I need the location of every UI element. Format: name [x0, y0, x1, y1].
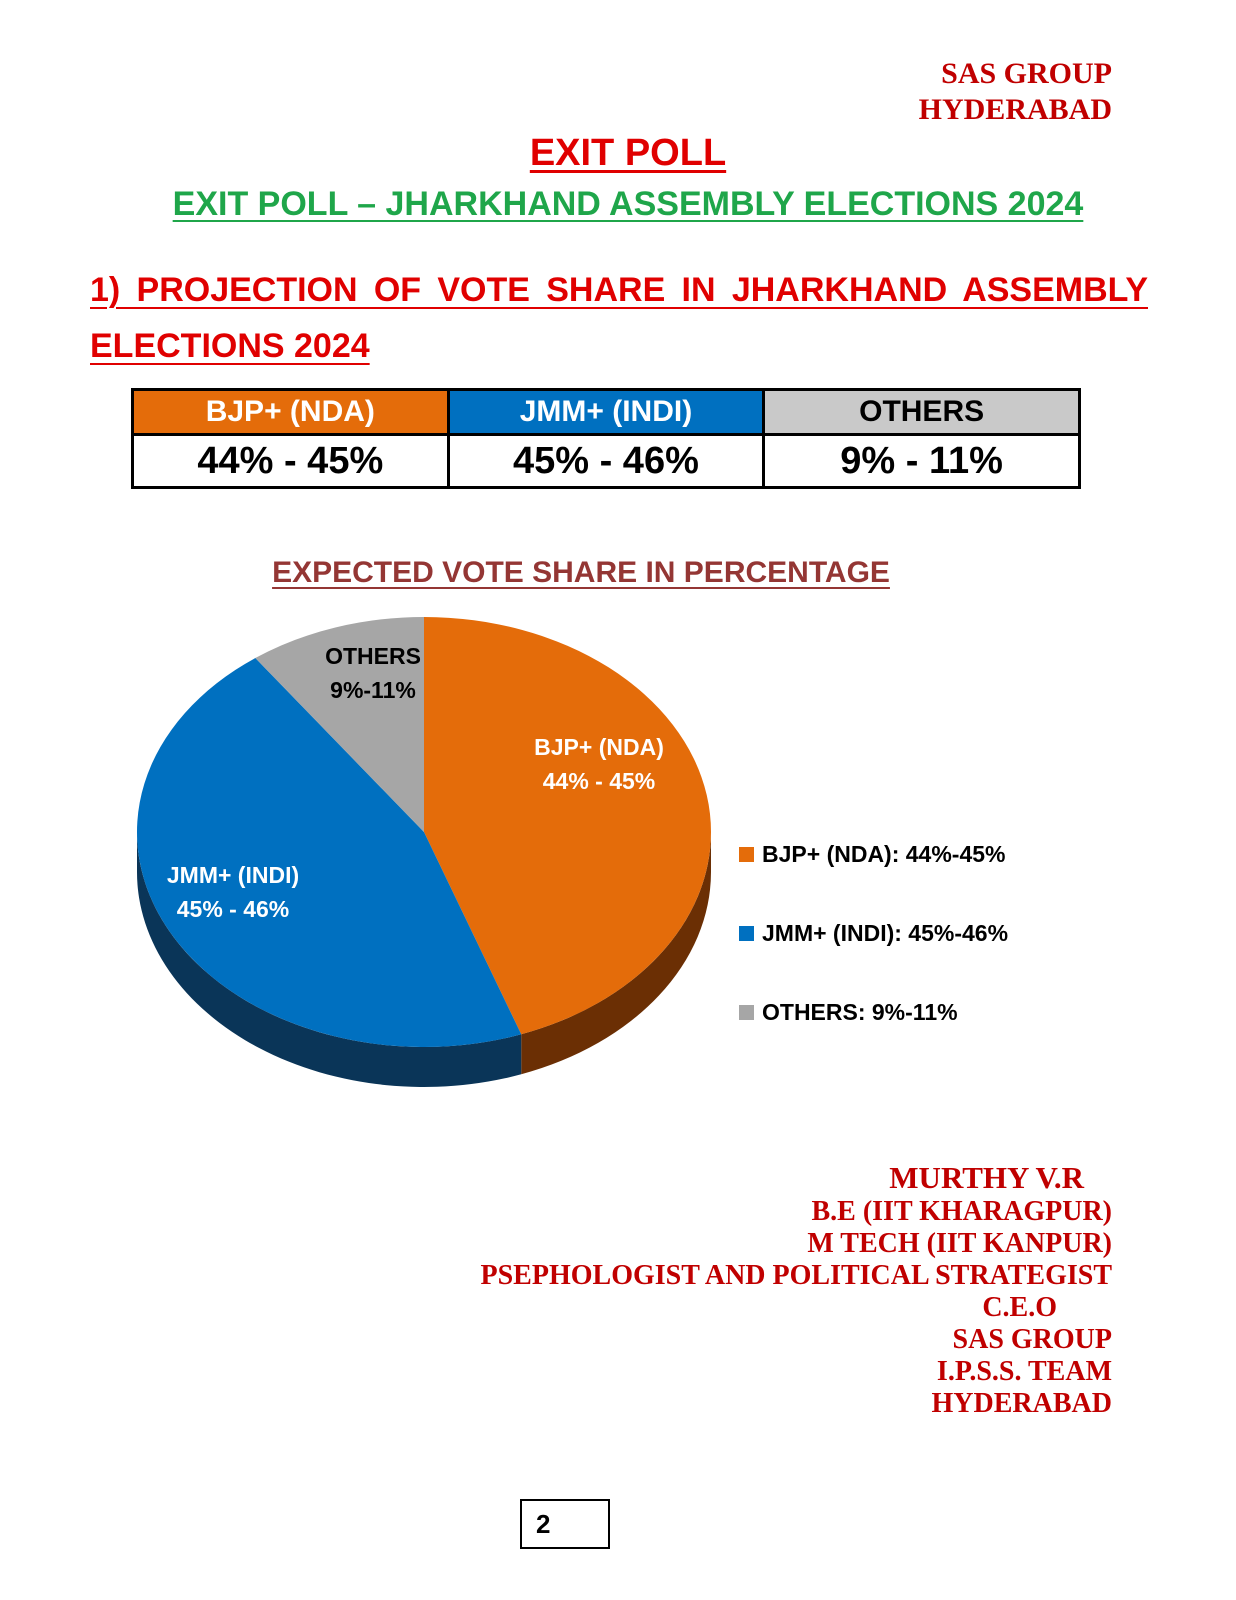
table-header-others: OTHERS [764, 390, 1080, 435]
pie-label-jmm-value: 45% - 46% [176, 896, 290, 922]
signature-line: PSEPHOLOGIST AND POLITICAL STRATEGIST [480, 1260, 1112, 1291]
signature-line: I.P.S.S. TEAM [936, 1356, 1112, 1387]
page-title: EXIT POLL [529, 132, 727, 174]
legend-label-bjp: BJP+ (NDA): 44%-45% [762, 840, 1006, 867]
table-cell-others: 9% - 11% [764, 435, 1080, 488]
table-header-jmm: JMM+ (INDI) [448, 390, 764, 435]
pie-label-others [314, 639, 432, 707]
legend-swatch-others [739, 1005, 754, 1020]
signature-block [481, 1160, 1113, 1420]
header-org-city: HYDERABAD [918, 93, 1112, 126]
pie-label-bjp-value: 44% - 45% [542, 768, 656, 794]
table-header-row [133, 390, 1080, 435]
signature-name: MURTHY V.R [889, 1160, 1084, 1195]
pie-label-jmm [148, 858, 318, 926]
signature-line: SAS GROUP [952, 1324, 1112, 1355]
legend-item-jmm [739, 917, 1008, 949]
signature-line: C.E.O [982, 1292, 1057, 1323]
table-header-bjp: BJP+ (NDA) [133, 390, 449, 435]
header-org-name: SAS GROUP [941, 57, 1112, 90]
pie-label-jmm-name: JMM+ (INDI) [166, 862, 300, 888]
pie-label-bjp [514, 730, 684, 798]
legend-item-bjp [739, 838, 1008, 870]
legend-swatch-bjp [739, 847, 754, 862]
page-subtitle: EXIT POLL – JHARKHAND ASSEMBLY ELECTIONS 2024 [172, 185, 1084, 223]
legend-label-others: OTHERS: 9%-11% [762, 998, 958, 1025]
header-organization [919, 56, 1112, 128]
page-number: 2 [520, 1499, 610, 1549]
section-heading: 1) PROJECTION OF VOTE SHARE IN JHARKHAND ASSEMBLY ELECTIONS 2024 [90, 271, 1148, 365]
legend-label-jmm: JMM+ (INDI): 45%-46% [762, 919, 1009, 946]
legend-swatch-jmm [739, 926, 754, 941]
pie-label-others-value: 9%-11% [330, 677, 416, 703]
signature-line: B.E (IIT KHARAGPUR) [811, 1196, 1112, 1227]
pie-label-others-name: OTHERS [325, 643, 421, 669]
signature-line: M TECH (IIT KANPUR) [807, 1228, 1112, 1259]
signature-line: HYDERABAD [931, 1388, 1112, 1419]
table-row [133, 435, 1080, 488]
table-cell-jmm: 45% - 46% [448, 435, 764, 488]
legend-item-others [739, 996, 1008, 1028]
vote-share-table [131, 388, 1081, 489]
chart-legend [739, 838, 1008, 1075]
chart-title: EXPECTED VOTE SHARE IN PERCENTAGE [272, 556, 890, 589]
pie-label-bjp-name: BJP+ (NDA) [534, 734, 664, 760]
table-cell-bjp: 44% - 45% [133, 435, 449, 488]
